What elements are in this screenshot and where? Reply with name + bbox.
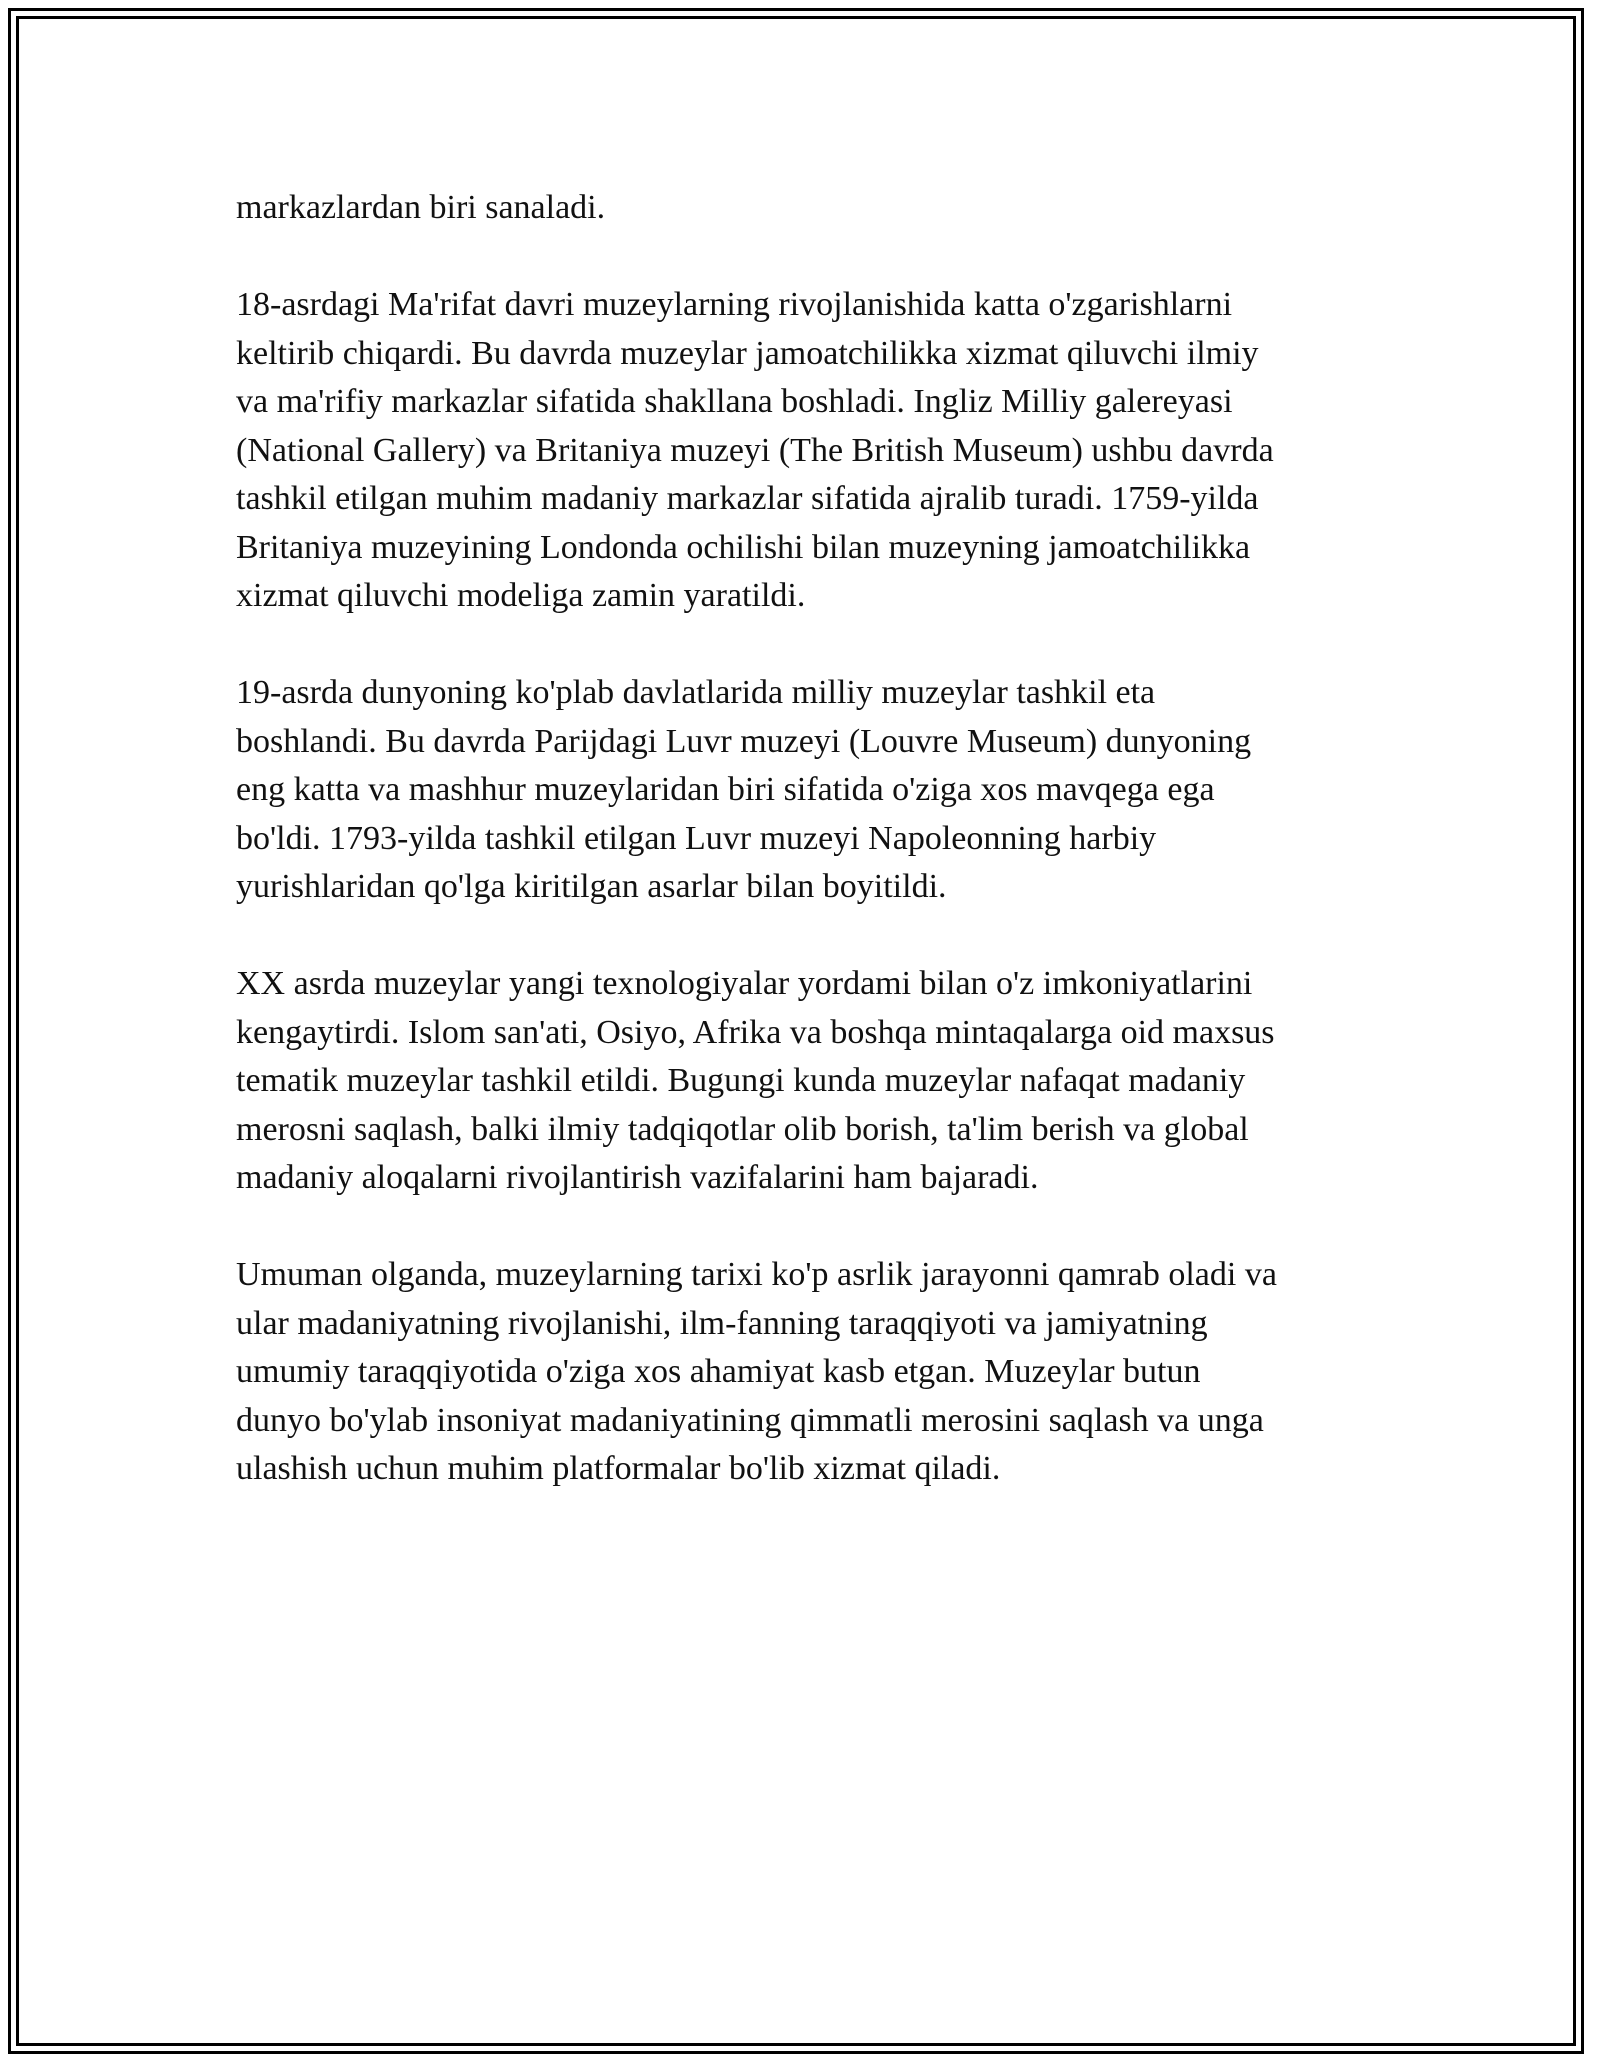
paragraph-conclusion: Umuman olganda, muzeylarning tarixi ko'p asrlik jarayonni qamrab oladi va ular madaniyatning rivojlanishi, ilm-fanning taraqqiyoti va jamiyatning umumiy taraqqiyotida o'ziga xos ahamiyat kasb etgan. Muzeylar butun dunyo bo'ylab insoniyat madaniyatining qimmatli merosini saqlash va unga ulashish uchun muhim platformalar bo'lib xizmat qiladi. [236,1256,1277,1487]
document-body [236,184,1366,1542]
paragraph-enlightenment-era: 18-asrdagi Ma'rifat davri muzeylarning rivojlanishida katta o'zgarishlarni keltirib chiqardi. Bu davrda muzeylar jamoatchilikka xizmat qiluvchi ilmiy va ma'rifiy markazlar sifatida shakllana boshladi. Ingliz Milliy galereyasi (National Gallery) va Britaniya muzeyi (The British Museum) ushbu davrda tashkil etilgan muhim madaniy markazlar sifatida ajralib turadi. 1759-yilda Britaniya muzeyining Londonda ochilishi bilan muzeyning jamoatchilikka xizmat qiluvchi modeliga zamin yaratildi. [236,286,1274,614]
paragraph-continuation: markazlardan biri sanaladi. [236,189,606,226]
paragraph-20th-century: XX asrda muzeylar yangi texnologiyalar yordami bilan o'z imkoniyatlarini kengaytirdi. Islom san'ati, Osiyo, Afrika va boshqa mintaqalarga oid maxsus tematik muzeylar tashkil etildi. Bugungi kunda muzeylar nafaqat madaniy merosni saqlash, balki ilmiy tadqiqotlar olib borish, ta'lim berish va global madaniy aloqalarni rivojlantirish vazifalarini ham bajaradi. [236,965,1275,1196]
paragraph-19th-century: 19-asrda dunyoning ko'plab davlatlarida milliy muzeylar tashkil eta boshlandi. Bu davrda Parijdagi Luvr muzeyi (Louvre Museum) dunyoning eng katta va mashhur muzeylaridan biri sifatida o'ziga xos mavqega ega bo'ldi. 1793-yilda tashkil etilgan Luvr muzeyi Napoleonning harbiy yurishlaridan qo'lga kiritilgan asarlar bilan boyitildi. [236,674,1252,905]
